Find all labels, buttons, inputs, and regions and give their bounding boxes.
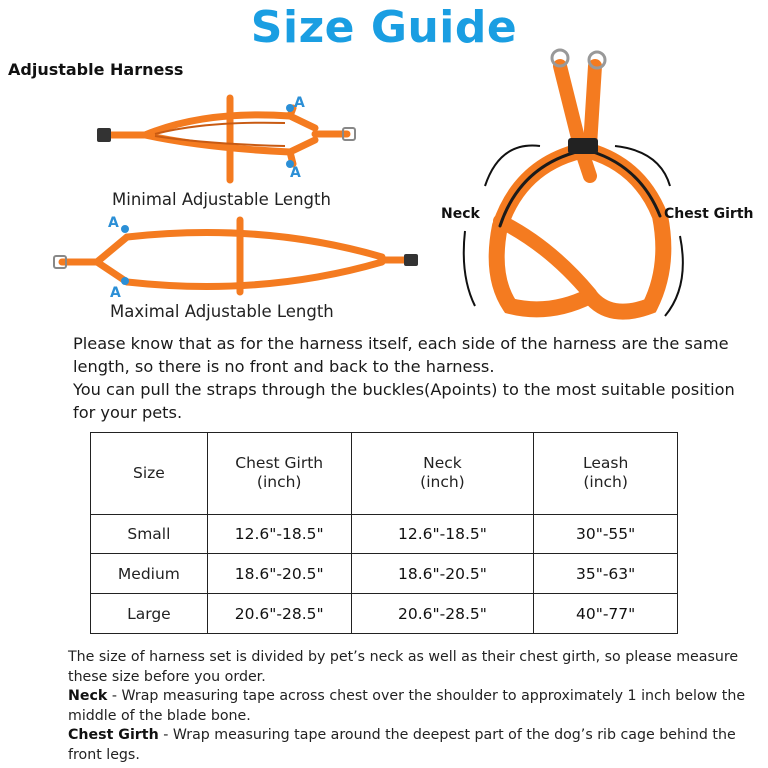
neck-cell: 12.6"-18.5": [351, 514, 534, 554]
harness-straps: [107, 98, 347, 180]
leash-cell: 40"-77": [534, 594, 678, 634]
harness-photo: [440, 46, 762, 336]
chest-cell: 12.6"-18.5": [207, 514, 351, 554]
chest-term: Chest Girth: [68, 727, 159, 743]
buckle-left: [97, 128, 111, 142]
harness-body: [497, 66, 664, 312]
header-chest-girth: Chest Girth (inch): [207, 433, 351, 515]
adjust-point-top: [286, 104, 294, 112]
point-label-a: A: [290, 165, 301, 181]
chest-cell: 20.6"-28.5": [207, 594, 351, 634]
size-cell: Medium: [91, 554, 208, 594]
table-row: [91, 554, 678, 594]
intro-line-1: Please know that as for the harness itself, each side of the harness are the same length, so there is no front and back to the harness.: [73, 334, 729, 376]
neck-cell: 18.6"-20.5": [351, 554, 534, 594]
table-row: [91, 594, 678, 634]
point-label-a: A: [108, 215, 119, 231]
intro-paragraph: [73, 332, 753, 424]
page-title: Size Guide: [250, 2, 518, 53]
adjust-point-bottom: [121, 277, 129, 285]
header-size: Size: [91, 433, 208, 515]
size-cell: Small: [91, 514, 208, 554]
buckle-right: [404, 254, 418, 266]
harness-buckle: [568, 138, 598, 154]
chest-girth-label: Chest Girth: [664, 206, 754, 222]
chest-note: [68, 726, 758, 765]
leash-cell: 30"-55": [534, 514, 678, 554]
header-leash: Leash (inch): [534, 433, 678, 515]
header-neck: Neck (inch): [351, 433, 534, 515]
adjust-point-top: [121, 225, 129, 233]
maximal-length-caption: Maximal Adjustable Length: [110, 302, 334, 321]
size-cell: Large: [91, 594, 208, 634]
size-table: [90, 432, 678, 634]
chest-cell: 18.6"-20.5": [207, 554, 351, 594]
neck-label: Neck: [441, 206, 480, 222]
maximal-harness-diagram: [42, 212, 432, 302]
notes-intro: The size of harness set is divided by pet’s neck as well as their chest girth, so please measure these size before you order.: [68, 649, 739, 685]
neck-note: [68, 687, 758, 726]
chest-text: - Wrap measuring tape around the deepest part of the dog’s rib cage behind the front legs.: [68, 727, 736, 763]
minimal-harness-diagram: [85, 88, 375, 188]
table-header-row: [91, 433, 678, 515]
minimal-length-caption: Minimal Adjustable Length: [112, 190, 331, 209]
neck-text: - Wrap measuring tape across chest over the shoulder to approximately 1 inch below the middle of the blade bone.: [68, 688, 746, 724]
leash-cell: 35"-63": [534, 554, 678, 594]
intro-line-2: You can pull the straps through the buckles(Apoints) to the most suitable position for your pets.: [73, 380, 735, 422]
neck-term: Neck: [68, 688, 108, 704]
point-label-a: A: [110, 285, 121, 301]
measurement-notes: [68, 648, 758, 765]
table-row: [91, 514, 678, 554]
section-subtitle: Adjustable Harness: [8, 60, 184, 79]
point-label-a: A: [294, 95, 305, 111]
neck-cell: 20.6"-28.5": [351, 594, 534, 634]
